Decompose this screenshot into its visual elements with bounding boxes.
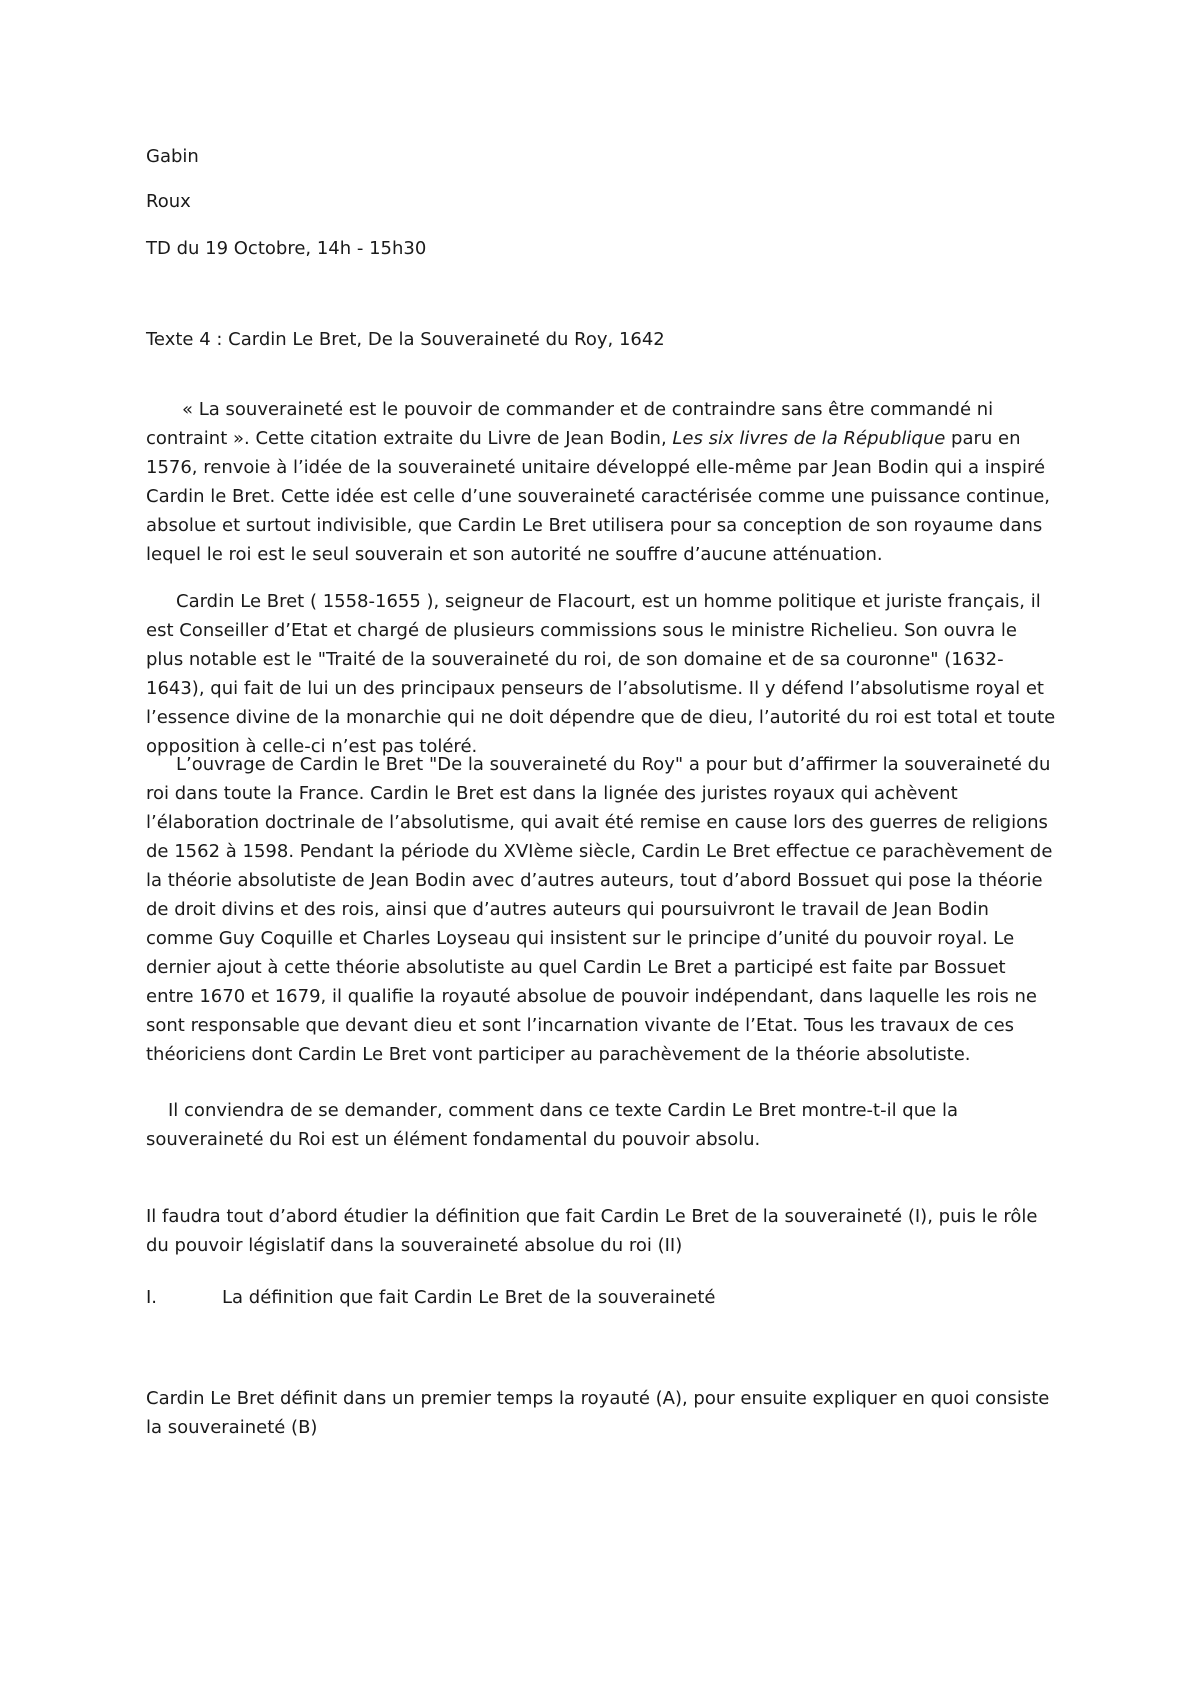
intro-paragraph xyxy=(146,395,1056,569)
intro-text-part1: « La souveraineté est le pouvoir de commander et de contraindre sans être commandé ni contraint ». Cette citation extraite du Livre de Jean Bodin, xyxy=(146,399,994,449)
document-title: Texte 4 : Cardin Le Bret, De la Souveraineté du Roy, 1642 xyxy=(146,329,665,350)
section-1-title: La définition que fait Cardin Le Bret de la souveraineté xyxy=(222,1287,716,1308)
session-info: TD du 19 Octobre, 14h - 15h30 xyxy=(146,238,427,259)
problematique-paragraph: Il conviendra de se demander, comment dans ce texte Cardin Le Bret montre-t-il que la souveraineté du Roi est un élément fondamental du pouvoir absolu. xyxy=(146,1100,958,1150)
plan-paragraph: Il faudra tout d’abord étudier la définition que fait Cardin Le Bret de la souveraineté (I), puis le rôle du pouvoir législatif dans la souveraineté absolue du roi (II) xyxy=(146,1206,1038,1256)
book-title: Les six livres de la République xyxy=(672,428,946,449)
author-first-name: Gabin xyxy=(146,146,199,167)
section-1-number: I. xyxy=(146,1287,158,1308)
context-paragraph: L’ouvrage de Cardin le Bret "De la souveraineté du Roy" a pour but d’affirmer la souveraineté du roi dans toute la France. Cardin le Bret est dans la lignée des juristes royaux qui achèvent l’élaboration doctrinale de l’absolutisme, qui avait été remise en cause lors des guerres de religions de 1562 à 1598. Pendant la période du XVIème siècle, Cardin Le Bret effectue ce parachèvement de la théorie absolutiste de Jean Bodin avec d’autres auteurs, tout d’abord Bossuet qui pose la théorie de droit divins et des rois, ainsi que d’autres auteurs qui poursuivront le travail de Jean Bodin comme Guy Coquille et Charles Loyseau qui insistent sur le principe d’unité du pouvoir royal. Le dernier ajout à cette théorie absolutiste au quel Cardin Le Bret a participé est faite par Bossuet entre 1670 et 1679, il qualifie la royauté absolue de pouvoir indépendant, dans laquelle les rois ne sont responsable que devant dieu et sont l’incarnation vivante de l’Etat. Tous les travaux de ces théoriciens dont Cardin Le Bret vont participer au parachèvement de la théorie absolutiste. xyxy=(146,754,1053,1065)
section-1-intro-paragraph: Cardin Le Bret définit dans un premier temps la royauté (A), pour ensuite expliquer en quoi consiste la souveraineté (B) xyxy=(146,1388,1050,1438)
biography-paragraph: Cardin Le Bret ( 1558-1655 ), seigneur de Flacourt, est un homme politique et juriste français, il est Conseiller d’Etat et chargé de plusieurs commissions sous le ministre Richelieu. Son ouvra le plus notable est le "Traité de la souveraineté du roi, de son domaine et de sa couronne" (1632-1643), qui fait de lui un des principaux penseurs de l’absolutisme. Il y défend l’absolutisme royal et l’essence divine de la monarchie qui ne doit dépendre que de dieu, l’autorité du roi est total et toute opposition à celle-ci n’est pas toléré. xyxy=(146,591,1056,757)
author-last-name: Roux xyxy=(146,191,191,212)
intro-text-part2: paru en 1576, renvoie à l’idée de la souveraineté unitaire développé elle-même par Jean Bodin qui a inspiré Cardin le Bret. Cette idée est celle d’une souveraineté caractérisée comme une puissance continue, absolue et surtout indivisible, que Cardin Le Bret utilisera pour sa conception de son royaume dans lequel le roi est le seul souverain et son autorité ne souffre d’aucune atténuation. xyxy=(146,428,1050,565)
